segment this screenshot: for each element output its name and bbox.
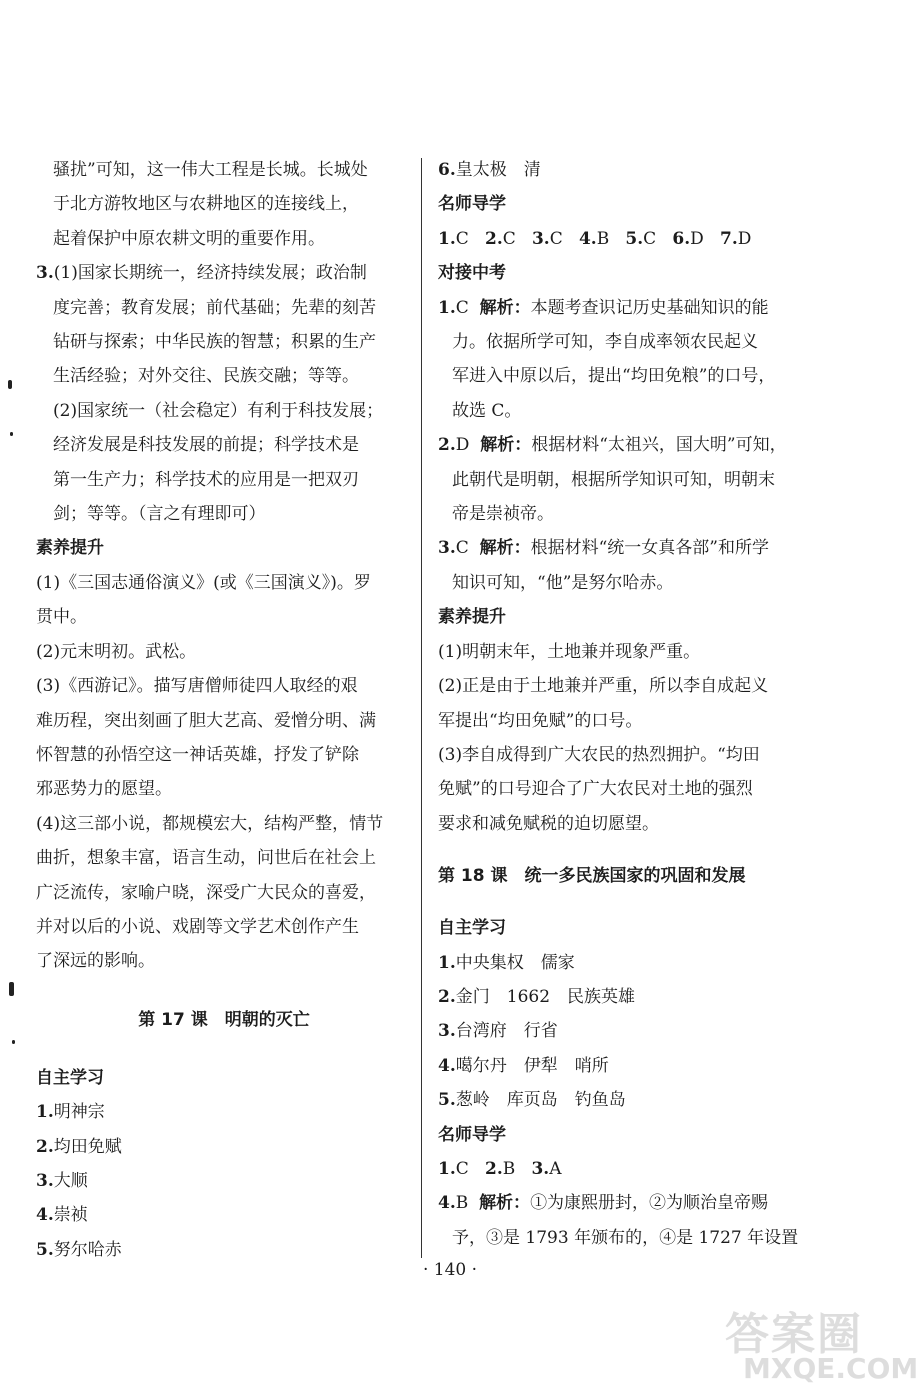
text-line: 予，③是 1793 年颁布的，④是 1727 年设置 bbox=[452, 1227, 799, 1248]
choice-answers: 1.C 2.B 3.A bbox=[438, 1158, 562, 1179]
answer-line: 1.C 解析：本题考查识记历史基础知识的能 bbox=[438, 297, 769, 318]
text-line: 骚扰”可知，这一伟大工程是长城。长城处 bbox=[53, 160, 368, 180]
answer-line: 2.D 解析：根据材料“太祖兴，国大明”可知， bbox=[438, 435, 787, 456]
scan-mark bbox=[8, 380, 12, 389]
text-line: (2)正是由于土地兼并严重，所以李自成起义 bbox=[438, 676, 769, 697]
text-line: (3)《西游记》。描写唐僧师徒四人取经的艰 bbox=[36, 676, 358, 697]
text-line: 度完善；教育发展；前代基础；先辈的刻苦 bbox=[53, 297, 376, 318]
text-line: 曲折，想象丰富，语言生动，问世后在社会上 bbox=[36, 848, 376, 869]
page-number: · 140 · bbox=[422, 1260, 478, 1280]
answer-line: 6.皇太极 清 bbox=[438, 160, 541, 180]
answer-line: 1.中央集权 儒家 bbox=[438, 952, 575, 973]
lesson-title: 第 18 课 统一多民族国家的巩固和发展 bbox=[438, 866, 746, 887]
text-line: (2)元末明初。武松。 bbox=[36, 641, 197, 662]
answer-line: 1.明神宗 bbox=[36, 1102, 105, 1123]
text-line: (1)明朝末年，土地兼并现象严重。 bbox=[438, 641, 701, 662]
answer-line: 4.崇祯 bbox=[36, 1205, 88, 1226]
text-line: 要求和减免赋税的迫切愿望。 bbox=[438, 813, 659, 834]
text-line: 起着保护中原农耕文明的重要作用。 bbox=[53, 228, 325, 249]
left-column bbox=[36, 153, 412, 1267]
text-line: 军进入中原以后，提出“均田免粮”的口号， bbox=[452, 366, 776, 387]
text-line: 故选 C。 bbox=[452, 400, 522, 421]
text-line: 了深远的影响。 bbox=[36, 951, 155, 972]
column-divider bbox=[421, 158, 422, 1258]
section-title: 名师导学 bbox=[438, 194, 506, 215]
scan-mark bbox=[12, 1040, 15, 1044]
answer-line: 3.大顺 bbox=[36, 1170, 88, 1191]
section-title: 自主学习 bbox=[36, 1067, 104, 1088]
question-number: 3. bbox=[36, 263, 54, 284]
section-title: 对接中考 bbox=[438, 263, 506, 284]
answer-line: 2.金门 1662 民族英雄 bbox=[438, 986, 636, 1007]
text-line: 邪恶势力的愿望。 bbox=[36, 779, 172, 800]
text-line: (1)《三国志通俗演义》(或《三国演义》)。罗 bbox=[36, 572, 371, 593]
text-line: 此朝代是明朝，根据所学知识可知，明朝末 bbox=[452, 469, 775, 490]
text-line: 并对以后的小说、戏剧等文学艺术创作产生 bbox=[36, 916, 359, 937]
text-line: 生活经验；对外交往、民族交融；等等。 bbox=[53, 366, 359, 387]
text-line: 军提出“均田免赋”的口号。 bbox=[438, 710, 643, 731]
text-line: 免赋”的口号迎合了广大农民对土地的强烈 bbox=[438, 779, 753, 800]
scan-mark bbox=[10, 432, 13, 436]
section-title: 名师导学 bbox=[438, 1124, 506, 1145]
text-line: 第一生产力；科学技术的应用是一把双刃 bbox=[53, 469, 359, 490]
text-line: 力。依据所学可知，李自成率领农民起义 bbox=[452, 332, 758, 353]
answer-3-line: 3.(1)国家长期统一，经济持续发展；政治制 bbox=[36, 263, 367, 284]
answer-line: 5.葱岭 库页岛 钓鱼岛 bbox=[438, 1090, 626, 1111]
lesson-title: 第 17 课 明朝的灭亡 bbox=[138, 1009, 310, 1030]
section-title: 素养提升 bbox=[36, 538, 104, 559]
choice-answers: 1.C 2.C 3.C 4.B 5.C 6.D 7.D bbox=[438, 228, 752, 249]
section-title: 自主学习 bbox=[438, 918, 506, 939]
watermark-logo: 答案圈 MXQE.COM bbox=[725, 1309, 918, 1385]
text-line: 经济发展是科技发展的前提；科学技术是 bbox=[53, 435, 359, 456]
answer-line: 3.台湾府 行省 bbox=[438, 1021, 558, 1042]
answer-line: 3.C 解析：根据材料“统一女真各部”和所学 bbox=[438, 538, 769, 559]
text-line: 钻研与探索；中华民族的智慧；积累的生产 bbox=[53, 332, 376, 353]
section-title: 素养提升 bbox=[438, 607, 506, 628]
text-line: (2)国家统一（社会稳定）有利于科技发展； bbox=[53, 400, 384, 421]
answer-line: 2.均田免赋 bbox=[36, 1136, 122, 1157]
text-line: 剑；等等。（言之有理即可） bbox=[53, 504, 266, 525]
right-column bbox=[438, 153, 810, 1255]
scan-mark bbox=[9, 982, 14, 996]
text-line: 广泛流传，家喻户晓，深受广大民众的喜爱， bbox=[36, 882, 376, 903]
answer-line: 4.B 解析：①为康熙册封，②为顺治皇帝赐 bbox=[438, 1193, 769, 1214]
text-line: 贯中。 bbox=[36, 607, 87, 628]
text-line: (3)李自成得到广大农民的热烈拥护。“均田 bbox=[438, 744, 760, 765]
text-line: 于北方游牧地区与农耕地区的连接线上， bbox=[53, 194, 359, 215]
text-line: 帝是崇祯帝。 bbox=[452, 504, 554, 525]
text-line: 知识可知，“他”是努尔哈赤。 bbox=[452, 572, 674, 593]
text-line: 难历程，突出刻画了胆大艺高、爱憎分明、满 bbox=[36, 710, 376, 731]
answer-line: 4.噶尔丹 伊犁 哨所 bbox=[438, 1055, 609, 1076]
text-line: 怀智慧的孙悟空这一神话英雄，抒发了铲除 bbox=[36, 744, 359, 765]
text-line: (4)这三部小说，都规模宏大，结构严整，情节 bbox=[36, 813, 384, 834]
answer-line: 5.努尔哈赤 bbox=[36, 1239, 122, 1260]
